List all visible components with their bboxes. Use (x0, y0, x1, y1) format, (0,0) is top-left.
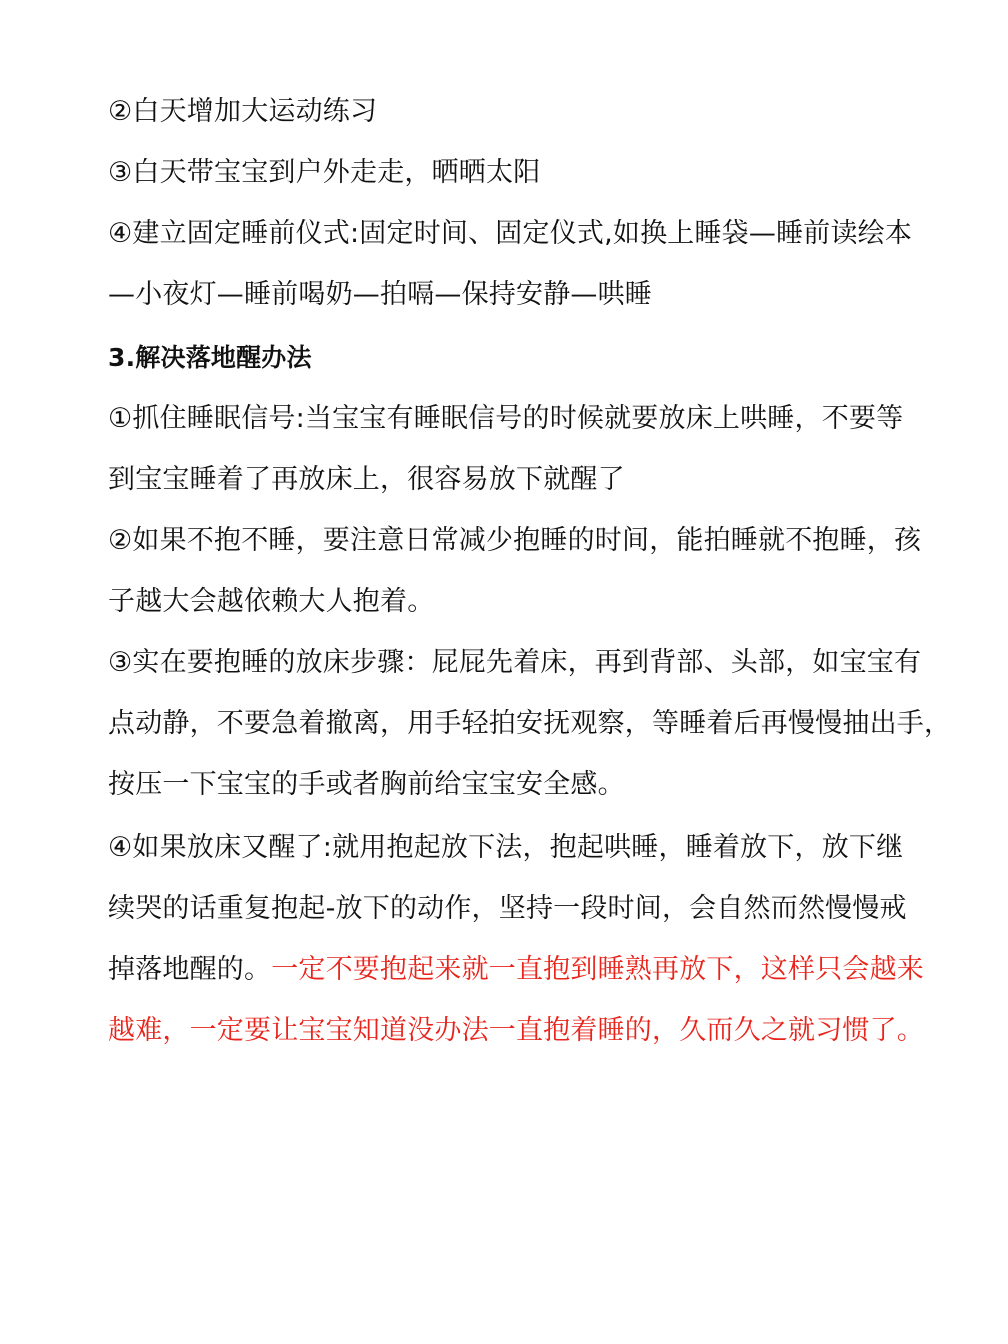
method-3-line-1: ③实在要抱睡的放床步骤：屁屁先着床，再到背部、头部，如宝宝有 (108, 647, 922, 678)
section-heading: 3.解决落地醒办法 (108, 343, 312, 372)
tip-line-4: ④建立固定睡前仪式:固定时间、固定仪式,如换上睡袋—睡前读绘本 (108, 218, 913, 249)
method-3-line-2: 点动静，不要急着撤离，用手轻拍安抚观察，等睡着后再慢慢抽出手， (108, 708, 952, 739)
method-4-line-1: ④如果放床又醒了:就用抱起放下法，抱起哄睡，睡着放下，放下继 (108, 832, 904, 863)
tip-line-2: ②白天增加大运动练习 (108, 96, 378, 127)
method-1-line-1: ①抓住睡眠信号:当宝宝有睡眠信号的时候就要放床上哄睡，不要等 (108, 403, 904, 434)
emphasis-text-cont: 越难，一定要让宝宝知道没办法一直抱着睡的，久而久之就习惯了。 (108, 1015, 924, 1046)
tip-line-3: ③白天带宝宝到户外走走，晒晒太阳 (108, 157, 541, 188)
method-1-line-2: 到宝宝睡着了再放床上，很容易放下就醒了 (108, 464, 625, 495)
emphasis-text: 一定不要抱起来就一直抱到睡熟再放下，这样只会越来 (271, 954, 925, 985)
method-4-text: 掉落地醒的。 (108, 954, 272, 985)
method-2-line-2: 子越大会越依赖大人抱着。 (108, 586, 435, 617)
method-3-line-3: 按压一下宝宝的手或者胸前给宝宝安全感。 (108, 769, 625, 800)
method-2-line-1: ②如果不抱不睡，要注意日常减少抱睡的时间，能拍睡就不抱睡，孩 (108, 525, 922, 556)
tip-line-4-cont: —小夜灯—睡前喝奶—拍嗝—保持安静—哄睡 (108, 279, 652, 310)
method-4-line-3 (108, 950, 928, 990)
method-4-line-2: 续哭的话重复抱起-放下的动作，坚持一段时间，会自然而然慢慢戒 (108, 893, 907, 924)
